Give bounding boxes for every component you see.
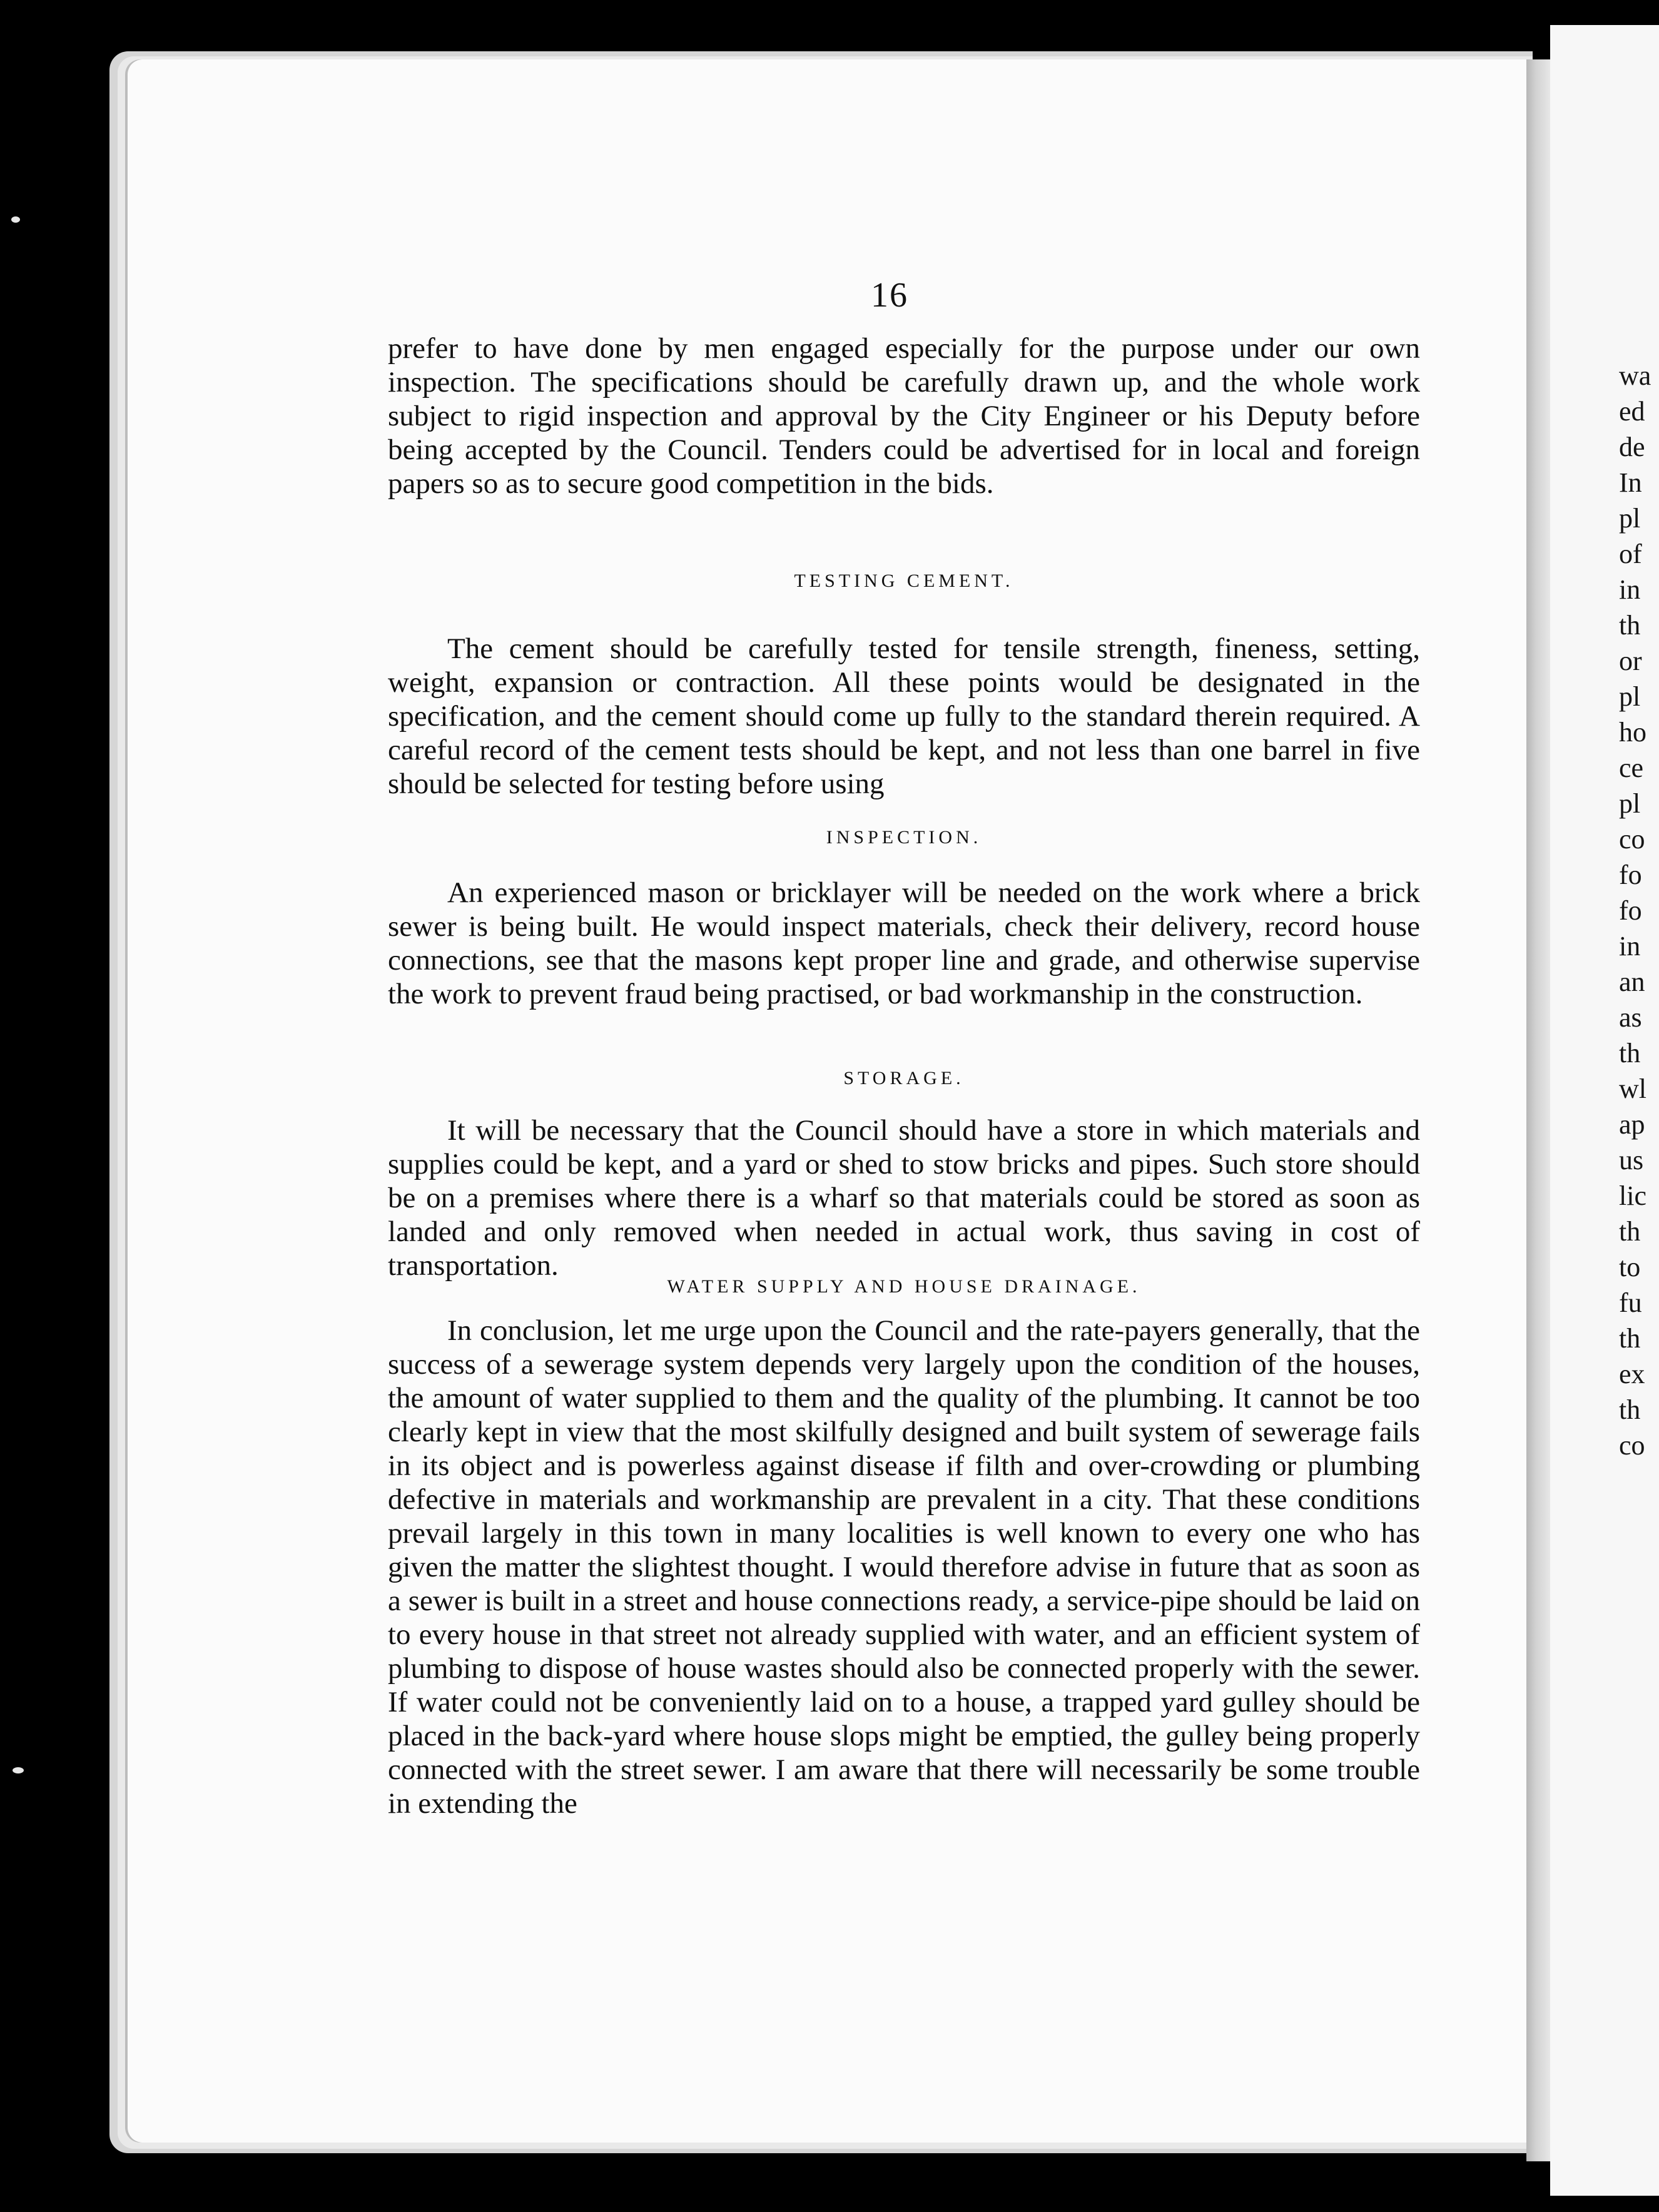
adjacent-page-fragment: lic [1619,1180,1646,1211]
adjacent-page-fragment: wa [1619,360,1651,391]
scan-speck [13,1767,24,1773]
section-body-storage [388,1114,1420,1282]
section-heading-testing-cement: TESTING CEMENT. [794,571,1014,591]
paragraph-text: The cement should be carefully tested for tensile strength, fineness, setting, weight, expansion or contraction. All these points would be designated in the specification, and the cement should come up fully to the standard therein required. A careful record of the cement tests should be kept, and not less than one barrel in five should be selected for testing before using [388,632,1420,800]
adjacent-page-fragment: th [1619,1216,1641,1247]
paragraph-text: prefer to have done by men engaged especially for the purpose under our own inspection. The specifications should be carefully drawn up, and the whole work subject to rigid inspection and approval by the City Engineer or his Deputy before being accepted by the Council. Tenders could be advertised for in local and foreign papers so as to secure good competition in the bids. [388,332,1420,500]
adjacent-page-fragment: wl [1619,1073,1646,1104]
adjacent-page-fragment: ed [1619,396,1645,427]
adjacent-page-fragment: th [1619,610,1641,641]
page-number: 16 [871,276,908,315]
adjacent-page-fragment: us [1619,1145,1644,1175]
adjacent-page-fragment: fo [1619,860,1642,890]
section-body-inspection [388,876,1420,1011]
adjacent-page-fragment: fo [1619,895,1642,926]
adjacent-page-fragment: ex [1619,1359,1645,1389]
adjacent-page-fragment: ho [1619,717,1646,748]
paragraph-text: It will be necessary that the Council should have a store in which materials and supplies could be kept, and a yard or shed to stow bricks and pipes. Such store should be on a premises where there is a wharf so that materials could be stored as soon as landed and only removed when needed in actual work, thus saving in cost of transportation. [388,1114,1420,1282]
section-body-water-supply [388,1314,1420,1820]
adjacent-page-fragment: co [1619,1430,1645,1461]
adjacent-page-fragment: fu [1619,1287,1642,1318]
adjacent-page-fragment: or [1619,646,1642,676]
adjacent-page-fragment: pl [1619,788,1641,819]
section-body-testing-cement [388,632,1420,801]
adjacent-page-fragment: in [1619,574,1641,605]
adjacent-page-fragment: to [1619,1252,1641,1282]
adjacent-page-fragment: In [1619,467,1642,498]
adjacent-page-fragment: of [1619,539,1642,569]
adjacent-page-fragment: co [1619,824,1645,855]
adjacent-page-fragment: an [1619,966,1645,997]
section-heading-water-supply: WATER SUPPLY AND HOUSE DRAINAGE. [667,1276,1141,1297]
adjacent-page-fragment: as [1619,1002,1642,1033]
scan-speck [11,216,20,223]
adjacent-page-fragment: in [1619,931,1641,961]
adjacent-page-fragment: pl [1619,681,1641,712]
section-heading-storage: STORAGE. [843,1068,965,1088]
book-gutter [1526,59,1550,2161]
paragraph-text: In conclusion, let me urge upon the Council and the rate-payers generally, that the success of a sewerage system depends very largely upon the condition of the houses, the amount of water supplied to them and the quality of the plumbing. It cannot be too clearly kept in view that the most skilfully designed and built system of sewerage fails in its object and is powerless against disease if filth and over-crowding or plumbing defective in materials and workmanship are prevalent in a city. That these conditions prevail largely in this town in many localities is well known to every one who has given the matter the slightest thought. I would therefore advise in future that as soon as a sewer is built in a street and house connections ready, a service-pipe should be laid on to every house in that street not already supplied with water, and an efficient system of plumbing to dispose of house wastes should also be connected properly with the sewer. If water could not be conveniently laid on to a house, a trapped yard gulley should be placed in the back-yard where house slops might be emptied, the gulley being properly connected with the street sewer. I am aware that there will necessarily be some trouble in extending the [388,1314,1420,1820]
paragraph-text: An experienced mason or bricklayer will be needed on the work where a brick sewer is being built. He would inspect materials, check their delivery, record house connections, see that the masons kept proper line and grade, and otherwise supervise the work to prevent fraud being practised, or bad workmanship in the construction. [388,876,1420,1010]
adjacent-page-fragment: ap [1619,1109,1645,1140]
intro-paragraph [388,332,1420,500]
adjacent-page-fragment: th [1619,1038,1641,1068]
adjacent-page-fragment: th [1619,1323,1641,1354]
adjacent-page-fragment: pl [1619,503,1641,534]
adjacent-page-fragment: de [1619,432,1645,462]
section-heading-inspection: INSPECTION. [826,827,982,848]
adjacent-page-fragment: ce [1619,753,1644,783]
adjacent-page-fragment: th [1619,1394,1641,1425]
